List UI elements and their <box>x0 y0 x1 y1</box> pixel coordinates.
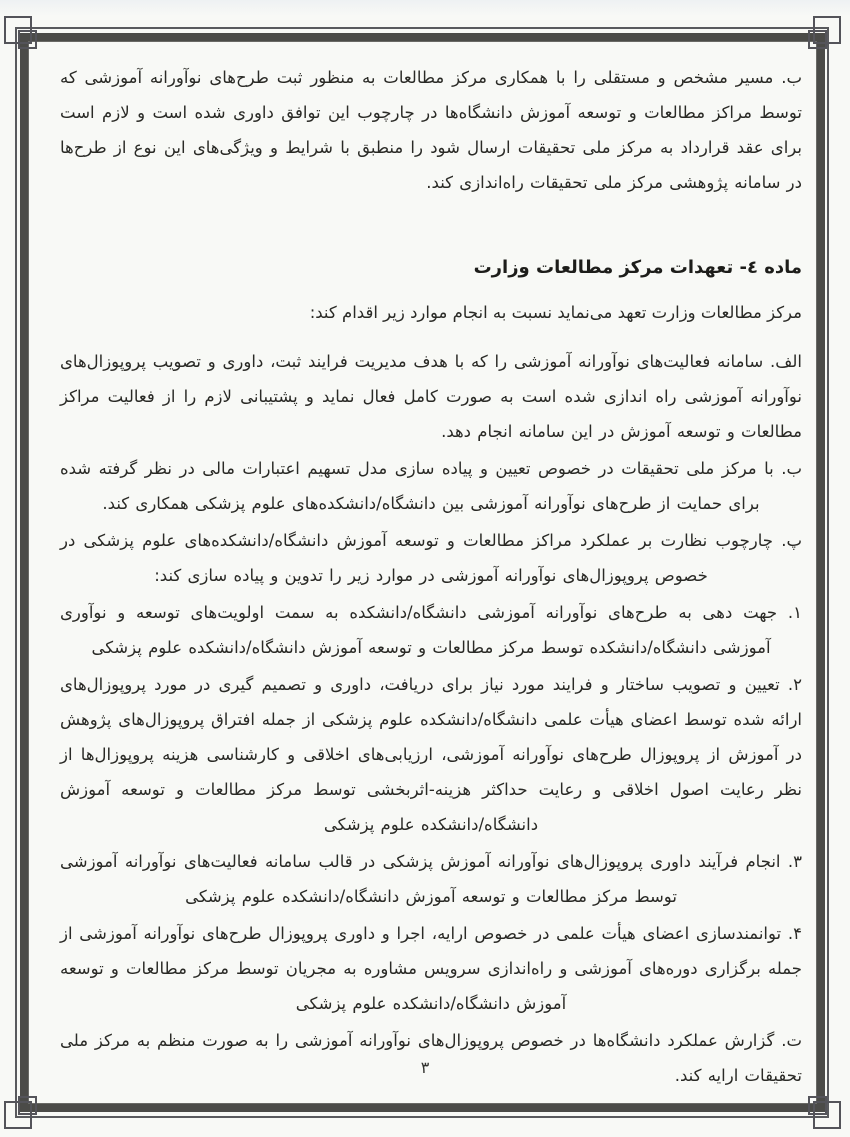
clause-item-4: ۴. توانمندسازی اعضای هیأت علمی در خصوص ارایه، اجرا و داوری پروپوزال طرح‌های نوآورانه آموزشی از جمله برگزاری دوره‌های آموزشی و راه‌اندازی سرویس مشاوره به مجریان توسط مرکز مطالعات و توسعه آموزش دانشگاه/دانشکده علوم پزشکی <box>60 924 802 1013</box>
corner-square-icon <box>18 1096 37 1115</box>
corner-square-icon <box>18 30 37 49</box>
clause-be: ب. با مرکز ملی تحقیقات در خصوص تعیین و پیاده سازی مدل تسهیم اعتبارات مالی در نظر گرفته شده برای حمایت از طرح‌های نوآورانه آموزشی بین دانشگاه/دانشکده‌های علوم پزشکی همکاری کند. <box>60 459 802 513</box>
clause-item-3: ۳. انجام فرآیند داوری پروپوزال‌های نوآورانه آموزش پزشکی در قالب سامانه فعالیت‌های نوآورانه آموزشی توسط مرکز مطالعات و توسعه آموزش دانشگاه/دانشکده علوم پزشکی <box>60 852 802 906</box>
corner-square-icon <box>808 30 827 49</box>
clause-alef: الف. سامانه فعالیت‌های نوآورانه آموزشی را که با هدف مدیریت فرایند ثبت، داوری و تصویب پروپوزال‌های نوآورانه آموزشی راه اندازی شده است به صورت کامل فعال نماید و پشتیبانی لازم را از فعالیت مراکز مطالعات و توسعه آموزش در این سامانه انجام دهد. <box>60 352 802 441</box>
corner-ornament-top-right <box>793 16 841 64</box>
clause-item-1: ۱. جهت دهی به طرح‌های نوآورانه آموزشی دانشگاه/دانشکده به سمت اولویت‌های توسعه و نوآوری آموزشی دانشگاه/دانشکده توسط مرکز مطالعات و توسعه آموزش دانشگاه/دانشکده علوم پزشکی <box>60 603 802 657</box>
clause-te: ت. گزارش عملکرد دانشگاه‌ها در خصوص پروپوزال‌های نوآورانه آموزشی را به صورت منظم به مرکز ملی تحقیقات ارایه کند. <box>60 1031 802 1085</box>
clause-pe: پ. چارچوب نظارت بر عملکرد مراکز مطالعات و توسعه آموزش دانشگاه/دانشکده‌های علوم پزشکی در خصوص پروپوزال‌های نوآورانه آموزشی در موارد زیر را تدوین و پیاده سازی کند: <box>60 531 802 585</box>
paragraph-lead-clause-b: ب. مسیر مشخص و مستقلی را با همکاری مرکز مطالعات به منظور ثبت طرح‌های نوآورانه آموزشی که توسط مراکز مطالعات و توسعه آموزش دانشگاه‌ها در چارچوب این توافق داوری شده است و لازم است برای عقد قرارداد به مرکز ملی تحقیقات ارسال شود را منطبق با شرایط و ویژگی‌های این نوع از طرح‌ها در سامانه پژوهشی مرکز ملی تحقیقات راه‌اندازی کند. <box>60 68 802 192</box>
page-number: ۳ <box>420 1058 430 1077</box>
article-4-intro-line: مرکز مطالعات وزارت تعهد می‌نماید نسبت به انجام موارد زیر اقدام کند: <box>309 303 802 322</box>
corner-square-icon <box>808 1096 827 1115</box>
clause-item-2: ۲. تعیین و تصویب ساختار و فرایند مورد نیاز برای دریافت، داوری و تصمیم گیری در مورد پروپوزال‌های ارائه شده توسط اعضای هیأت علمی دانشگاه/دانشکده علوم پزشکی از جمله افتراق پروپوزال‌های پژوهش در آموزش از پروپوزال طرح‌های نوآورانه آموزشی، ارزیابی‌های اخلاقی و کارشناسی هزینه پروپوزال‌ها از نظر رعایت اصول اخلاقی و رعایت حداکثر هزینه-اثربخشی توسط مرکز مطالعات و توسعه آموزش دانشگاه/دانشکده علوم پزشکی <box>60 675 802 834</box>
document-content <box>60 60 802 1095</box>
corner-ornament-top-left <box>4 16 52 64</box>
article-4-heading: ماده ٤- تعهدات مرکز مطالعات وزارت <box>473 257 802 278</box>
corner-ornament-bottom-left <box>4 1081 52 1129</box>
